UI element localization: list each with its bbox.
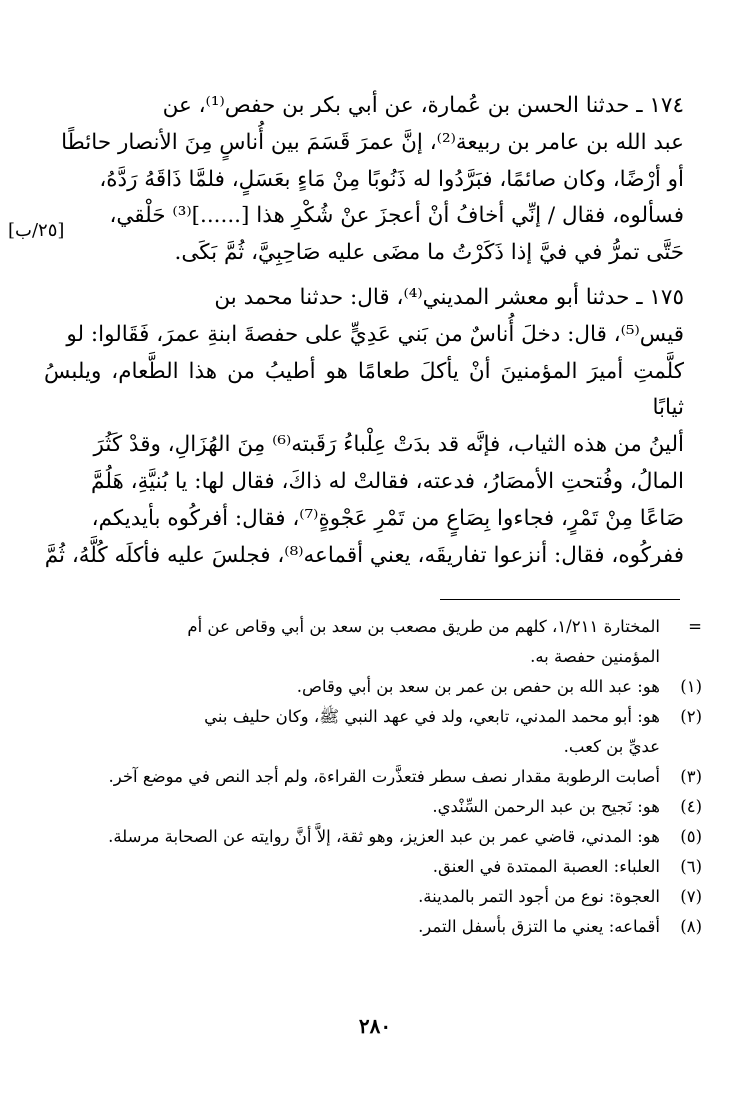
- footnote-line: المؤمنين حفصة به.: [530, 647, 660, 666]
- footnote-6: [76, 852, 702, 882]
- footnote-continuation: [76, 612, 702, 672]
- main-line: ففركُوه، فقال: أنزعوا تفاريقَه، يعني أقماعه⁽⁸⁾، فجلسَ عليه فأكلَه كُلَّهُ، ثُمَّ: [44, 542, 684, 568]
- footnote-text: أقماعه: يعني ما التزق بأسفل التمر.: [418, 917, 660, 936]
- footnote-1: [76, 672, 702, 702]
- footnote-text: هو: المدني، قاضي عمر بن عبد العزيز، وهو ثقة، إلاَّ أنَّ روايته عن الصحابة مرسلة.: [108, 827, 660, 846]
- footnote-marker: (٣): [680, 767, 702, 786]
- page-number: ٢٨٠: [358, 1014, 392, 1038]
- footnote-3: [76, 762, 702, 792]
- main-line: حَتَّى تمرُّ في فيَّ إذا ذَكَرْتُ ما مضَى عليه صَاحِبِيَّ، ثُمَّ بَكَى.: [174, 240, 684, 266]
- footnote-marker: (٧): [680, 887, 702, 906]
- footnote-marker: (٤): [680, 797, 702, 816]
- main-line: أو أرْضًا، وكان صائمًا، فبَرَّدُوا له ذَنُوبًا مِنْ مَاءٍ بعَسَلٍ، فلمَّا ذَاقَهُ رَدَّهُ،: [99, 166, 684, 192]
- footnote-text: هو: نَجيح بن عبد الرحمن السِّنْدي.: [432, 797, 660, 816]
- footnote-text: أصابت الرطوبة مقدار نصف سطر فتعذَّرت القراءة، ولم أجد النص في موضع آخر.: [108, 767, 660, 786]
- continuation-marker: =: [688, 617, 702, 636]
- footnote-marker: (٢): [680, 707, 702, 726]
- footnote-text: العلباء: العصبة الممتدة في العنق.: [432, 857, 660, 876]
- manuscript-folio-marker: [٢٥/ب]: [8, 220, 65, 241]
- main-line: عبد الله بن عامر بن ربيعة⁽²⁾، إنَّ عمرَ قَسَمَ بين أُناسٍ مِنَ الأنصار حائطًا: [61, 129, 684, 155]
- main-line: قيس⁽⁵⁾، قال: دخلَ أُناسٌ من بَني عَدِيٍّ على حفصةَ ابنةِ عمرَ، فَقَالوا: لو: [66, 321, 684, 347]
- main-line: المالُ، وفُتحتِ الأمصَارُ، فدعته، فقالتْ له ذاكَ، فقال لها: يا بُنيَّةِ، هَلُمَّ: [91, 468, 684, 494]
- footnote-text: العجوة: نوع من أجود التمر بالمدينة.: [418, 887, 660, 906]
- footnote-2: [76, 702, 702, 762]
- footnote-7: [76, 882, 702, 912]
- footnote-marker: (٦): [680, 857, 702, 876]
- footnote-text: [76, 702, 660, 762]
- footnote-marker: (١): [680, 677, 702, 696]
- main-line: كلَّمتِ أميرَ المؤمنينَ أنْ يأكلَ طعامًا هو أطيبُ من هذا الطَّعام، ويلبسُ ثيابًا: [44, 358, 684, 421]
- footnote-line: عديِّ بن كعب.: [563, 737, 660, 756]
- main-line: ألينُ من هذه الثياب، فإنَّه قد بدَتْ عِلْباءُ رَقَبته⁽⁶⁾ مِنَ الهُزَالِ، وقدْ كَثُرَ: [93, 432, 684, 458]
- footnote-marker: (٨): [680, 917, 702, 936]
- footnote-4: [76, 792, 702, 822]
- main-text: [44, 88, 684, 574]
- footnote-marker: (٥): [680, 827, 702, 846]
- main-line: ١٧٥ ـ حدثنا أبو معشر المديني⁽⁴⁾، قال: حدثنا محمد بن: [214, 284, 684, 310]
- footnote-line: المختارة ١/٢١١، كلهم من طريق مصعب بن سعد بن أبي وقاص عن أم: [187, 617, 660, 636]
- main-line: فسألوه، فقال / إنِّي أخافُ أنْ أعجزَ عنْ شُكْرِ هذا [......]⁽³⁾ حَلْقي،: [109, 203, 684, 229]
- footnote-separator: [440, 599, 680, 600]
- footnote-5: [76, 822, 702, 852]
- footnote-text: هو: عبد الله بن حفص بن عمر بن سعد بن أبي وقاص.: [296, 677, 660, 696]
- main-line: ١٧٤ ـ حدثنا الحسن بن عُمارة، عن أبي بكر بن حفص⁽¹⁾، عن: [162, 93, 684, 118]
- footnote-8: [76, 912, 702, 942]
- footnote-line: هو: أبو محمد المدني، تابعي، ولد في عهد النبي ﷺ، وكان حليف بني: [204, 707, 660, 726]
- footnotes: [76, 612, 702, 942]
- footnote-text: [76, 612, 660, 672]
- main-line: صَاعًا مِنْ تَمْرٍ، فجاءوا بِصَاعٍ من تَمْرِ عَجْوةٍ⁽⁷⁾، فقال: أفركُوه بأيديكم،: [91, 505, 684, 531]
